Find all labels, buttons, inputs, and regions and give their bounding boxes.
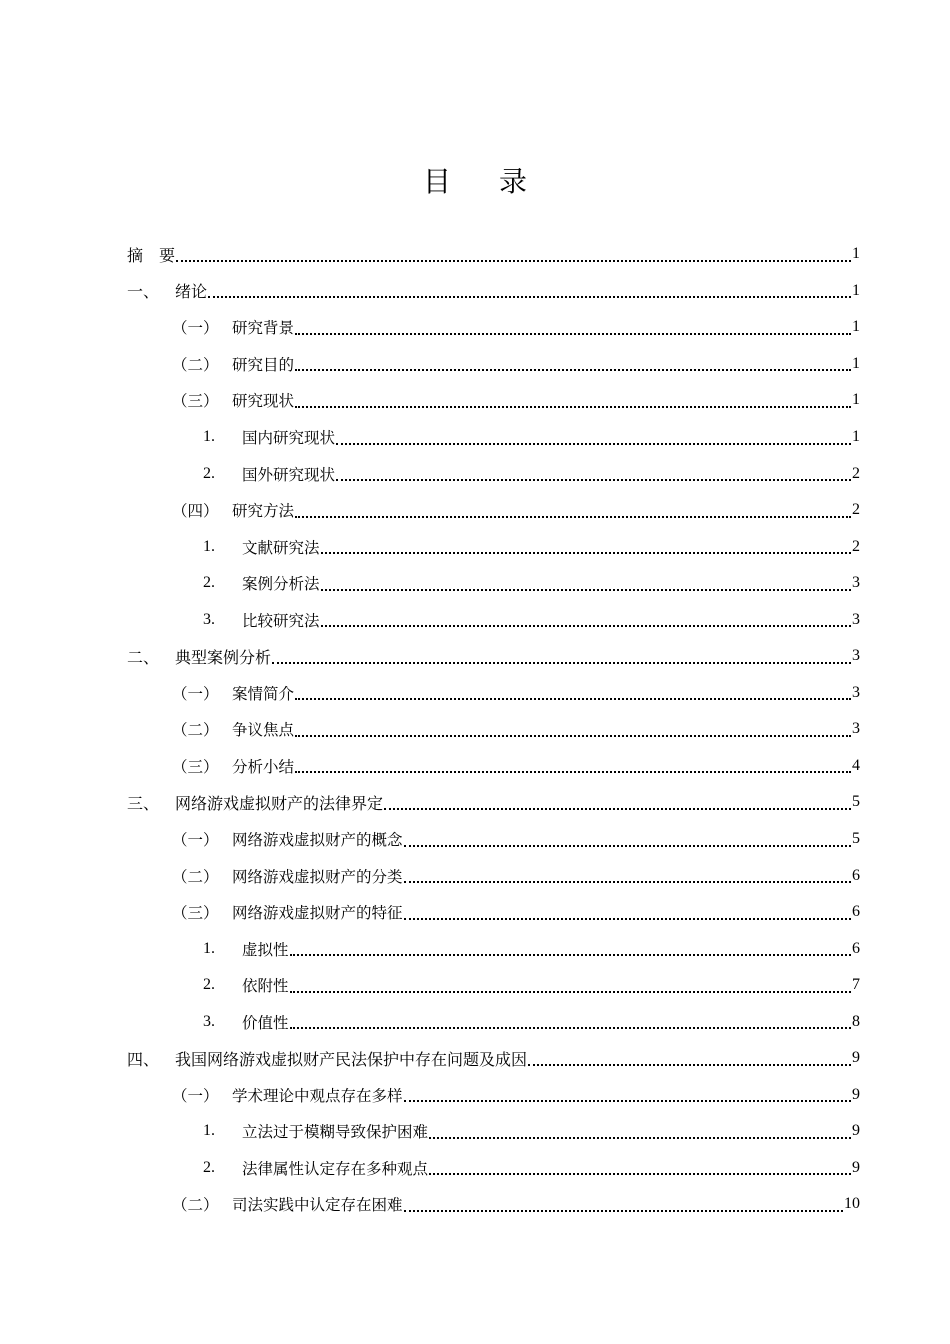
- toc-entry-label: 法律属性认定存在多种观点: [242, 1159, 429, 1178]
- toc-entry-number: （一）: [172, 831, 219, 850]
- toc-entry-page: 3: [852, 647, 860, 665]
- toc-entry-label: 案例分析法: [242, 575, 320, 594]
- toc-dot-leader: [321, 624, 851, 627]
- title-char-left: 目: [422, 165, 451, 198]
- toc-entry-page: 9: [852, 1085, 860, 1103]
- toc-entry-label: 虚拟性: [242, 940, 289, 959]
- toc-entry-label: 网络游戏虚拟财产的法律界定: [175, 793, 384, 813]
- toc-entry-page: 3: [852, 574, 860, 592]
- toc-entry-page: 9: [852, 1158, 860, 1176]
- toc-dot-leader: [336, 442, 851, 445]
- toc-dot-leader: [321, 551, 851, 554]
- toc-entry[interactable]: [127, 346, 860, 383]
- toc-entry[interactable]: [127, 748, 860, 785]
- toc-dot-leader: [429, 1172, 851, 1175]
- toc-entry[interactable]: [127, 1040, 860, 1077]
- toc-entry[interactable]: [127, 894, 860, 931]
- toc-entry-number: 二、: [127, 647, 160, 667]
- toc-entry-number: 1.: [203, 939, 215, 957]
- toc-entry-page: 2: [852, 464, 860, 482]
- toc-entry[interactable]: [127, 309, 860, 346]
- toc-dot-leader: [290, 1026, 851, 1029]
- toc-entry-label: 典型案例分析: [175, 647, 272, 667]
- toc-dot-leader: [208, 295, 851, 298]
- toc-entry[interactable]: [127, 675, 860, 712]
- toc-entry-label: 司法实践中认定存在困难: [232, 1196, 403, 1215]
- toc-entry-number: 2.: [203, 976, 215, 994]
- toc-entry-label: 国外研究现状: [242, 465, 336, 484]
- toc-entry-page: 4: [852, 756, 860, 774]
- toc-entry-page: 2: [852, 501, 860, 519]
- toc-dot-leader: [429, 1136, 851, 1139]
- toc-entry-page: 7: [852, 976, 860, 994]
- toc-entry[interactable]: [127, 382, 860, 419]
- toc-dot-leader: [404, 1099, 851, 1102]
- toc-dot-leader: [404, 917, 851, 920]
- toc-entry-page: 1: [852, 318, 860, 336]
- toc-entry[interactable]: [127, 419, 860, 456]
- toc-entry-page: 8: [852, 1012, 860, 1030]
- toc-dot-leader: [404, 1209, 843, 1212]
- table-of-contents: [127, 236, 860, 1223]
- toc-entry-label: 立法过于模糊导致保护困难: [242, 1123, 429, 1142]
- toc-entry-number: 1.: [203, 1122, 215, 1140]
- toc-entry[interactable]: [127, 601, 860, 638]
- toc-entry-label: 研究方法: [232, 502, 295, 521]
- toc-dot-leader: [272, 661, 851, 664]
- toc-entry-number: （二）: [172, 355, 219, 374]
- toc-entry-page: 1: [852, 281, 860, 299]
- toc-dot-leader: [404, 880, 851, 883]
- toc-entry[interactable]: [127, 784, 860, 821]
- toc-entry-number: （二）: [172, 1196, 219, 1215]
- toc-entry-number: 四、: [127, 1049, 160, 1069]
- toc-entry-number: （二）: [172, 721, 219, 740]
- toc-entry-page: 6: [852, 903, 860, 921]
- page-title: [0, 160, 950, 200]
- toc-dot-leader: [290, 953, 851, 956]
- toc-entry[interactable]: [127, 1150, 860, 1187]
- toc-entry-label: 研究目的: [232, 355, 295, 374]
- toc-entry-label: 网络游戏虚拟财产的分类: [232, 867, 403, 886]
- toc-dot-leader: [290, 990, 851, 993]
- toc-entry[interactable]: [127, 1113, 860, 1150]
- toc-dot-leader: [336, 478, 851, 481]
- toc-entry-number: 3.: [203, 610, 215, 628]
- toc-entry-number: 摘 要: [127, 245, 176, 265]
- toc-entry-number: （三）: [172, 904, 219, 923]
- toc-entry-page: 3: [852, 683, 860, 701]
- toc-entry[interactable]: [127, 455, 860, 492]
- toc-entry-label: 分析小结: [232, 757, 295, 776]
- toc-entry-page: 6: [852, 939, 860, 957]
- toc-entry-number: （三）: [172, 757, 219, 776]
- toc-dot-leader: [404, 844, 851, 847]
- toc-entry-page: 2: [852, 537, 860, 555]
- toc-entry-page: 3: [852, 720, 860, 738]
- toc-entry-label: 学术理论中观点存在多样: [232, 1086, 403, 1105]
- toc-entry[interactable]: [127, 967, 860, 1004]
- toc-entry[interactable]: [127, 638, 860, 675]
- toc-entry-label: 文献研究法: [242, 538, 320, 557]
- toc-entry-number: 3.: [203, 1012, 215, 1030]
- toc-dot-leader: [295, 515, 851, 518]
- toc-entry-number: 2.: [203, 1158, 215, 1176]
- toc-entry-page: 1: [852, 391, 860, 409]
- toc-entry[interactable]: [127, 528, 860, 565]
- toc-entry[interactable]: [127, 1186, 860, 1223]
- toc-entry-number: 一、: [127, 282, 160, 302]
- toc-entry-label: 争议焦点: [232, 721, 295, 740]
- toc-dot-leader: [295, 368, 851, 371]
- toc-dot-leader: [295, 734, 851, 737]
- toc-dot-leader: [295, 770, 851, 773]
- toc-dot-leader: [295, 332, 851, 335]
- toc-entry-page: 5: [852, 830, 860, 848]
- toc-entry-number: （一）: [172, 1086, 219, 1105]
- toc-dot-leader: [176, 259, 851, 262]
- toc-entry-label: 案情简介: [232, 684, 295, 703]
- toc-entry[interactable]: [127, 565, 860, 602]
- toc-entry-label: 国内研究现状: [242, 429, 336, 447]
- toc-entry[interactable]: [127, 821, 860, 858]
- toc-entry-page: 9: [852, 1122, 860, 1140]
- toc-entry[interactable]: [127, 236, 860, 273]
- toc-entry-label: 比较研究法: [242, 611, 320, 630]
- toc-entry-label: 我国网络游戏虚拟财产民法保护中存在问题及成因: [175, 1049, 528, 1069]
- toc-entry-number: （四）: [172, 502, 219, 521]
- toc-entry-label: 研究现状: [232, 392, 295, 411]
- toc-entry-page: 1: [852, 245, 860, 263]
- toc-entry-number: （一）: [172, 684, 219, 703]
- toc-entry[interactable]: [127, 1077, 860, 1114]
- toc-dot-leader: [295, 697, 851, 700]
- toc-entry-number: （一）: [172, 319, 219, 338]
- toc-entry-page: 1: [852, 428, 860, 445]
- toc-entry-label: 研究背景: [232, 319, 295, 338]
- toc-entry-label: 网络游戏虚拟财产的特征: [232, 904, 403, 923]
- toc-entry-number: 1.: [203, 537, 215, 555]
- toc-entry-page: 5: [852, 793, 860, 811]
- toc-dot-leader: [321, 588, 851, 591]
- toc-entry-page: 3: [852, 610, 860, 628]
- toc-entry[interactable]: [127, 930, 860, 967]
- toc-entry-number: 三、: [127, 793, 160, 813]
- toc-entry-number: 2.: [203, 464, 215, 482]
- toc-entry[interactable]: [127, 711, 860, 748]
- toc-entry-page: 1: [852, 354, 860, 372]
- toc-entry-number: （二）: [172, 867, 219, 886]
- toc-entry[interactable]: [127, 273, 860, 310]
- toc-entry-number: 1.: [203, 428, 215, 445]
- toc-entry-number: （三）: [172, 392, 219, 411]
- toc-entry-page: 10: [844, 1195, 860, 1213]
- toc-dot-leader: [384, 807, 851, 810]
- toc-entry-label: 网络游戏虚拟财产的概念: [232, 831, 403, 850]
- title-char-right: 录: [499, 165, 528, 198]
- toc-entry-page: 6: [852, 866, 860, 884]
- toc-entry-label: 依附性: [242, 977, 289, 996]
- toc-dot-leader: [528, 1063, 851, 1066]
- toc-entry-number: 2.: [203, 574, 215, 592]
- toc-dot-leader: [295, 405, 851, 408]
- toc-entry[interactable]: [127, 1003, 860, 1040]
- toc-entry[interactable]: [127, 857, 860, 894]
- toc-entry[interactable]: [127, 492, 860, 529]
- toc-entry-label: 绪论: [175, 282, 208, 302]
- toc-entry-label: 价值性: [242, 1013, 289, 1032]
- toc-entry-page: 9: [852, 1049, 860, 1067]
